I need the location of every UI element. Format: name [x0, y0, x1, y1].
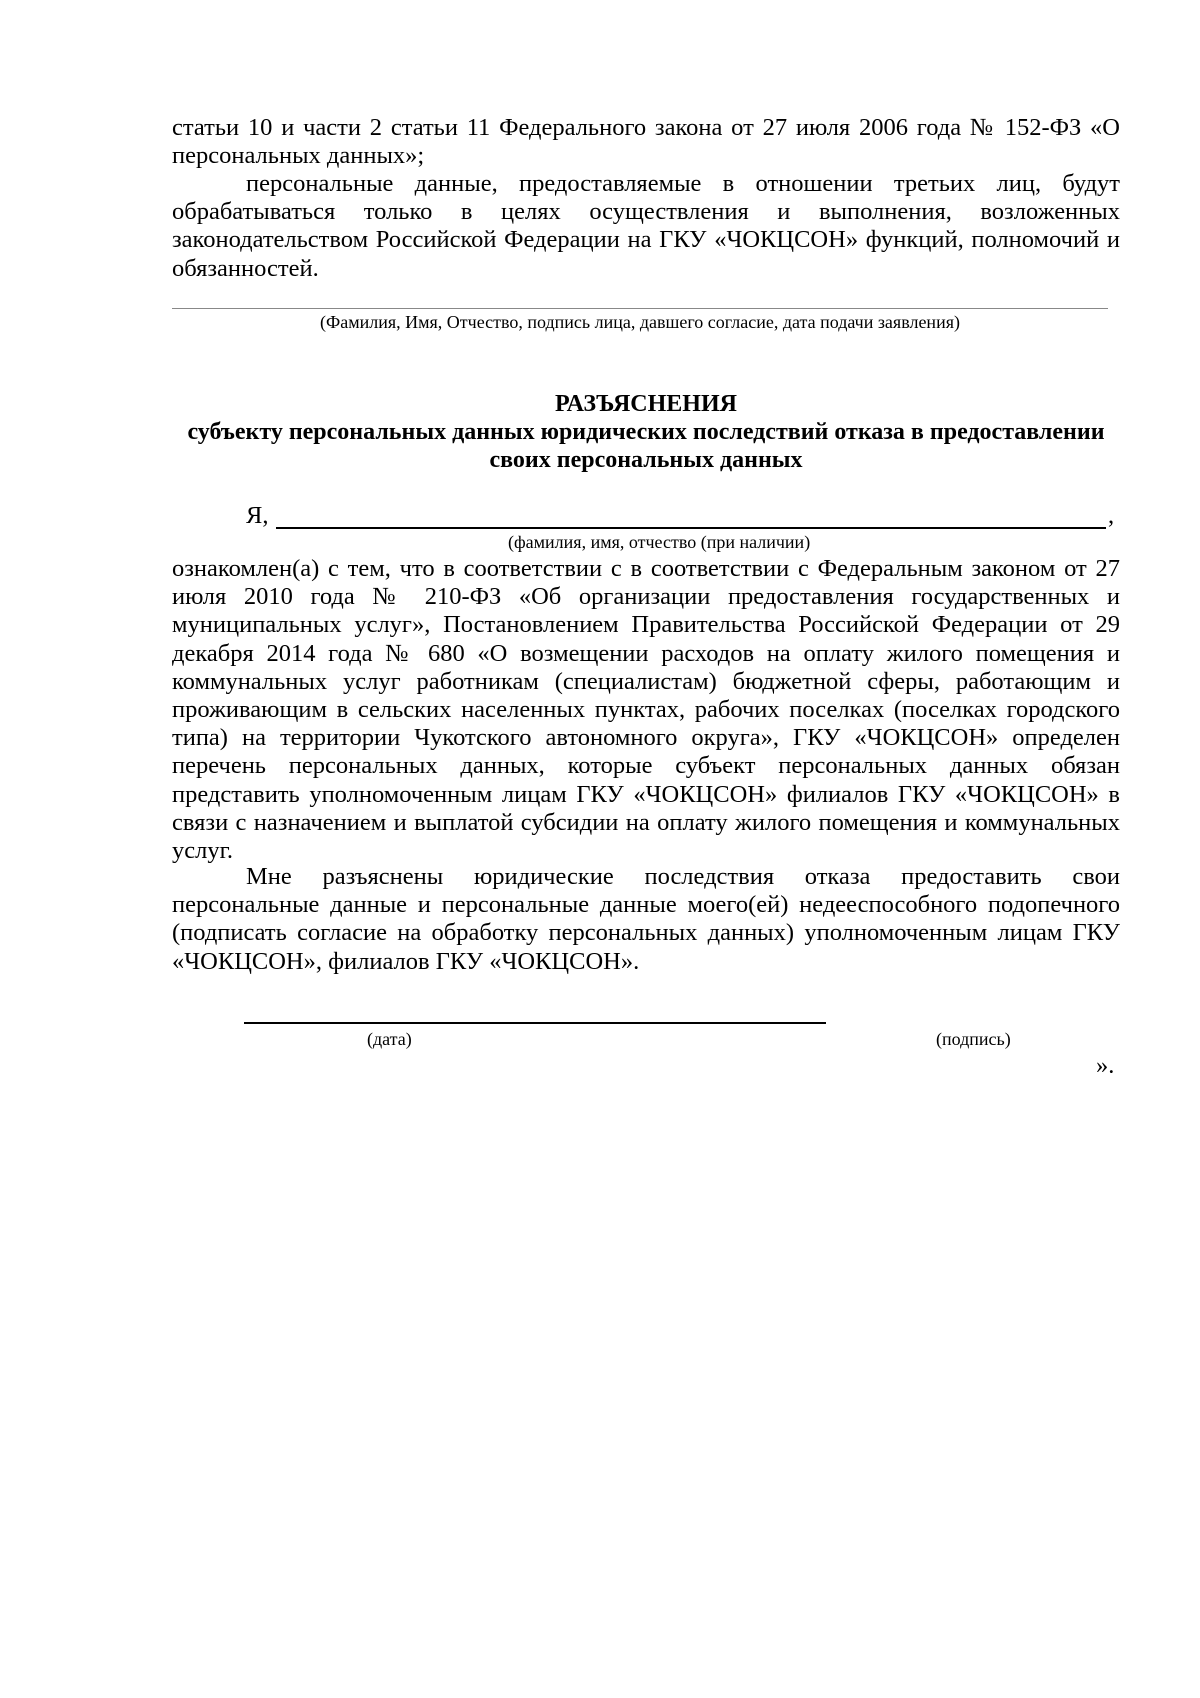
law-reference-paragraph: статьи 10 и части 2 статьи 11 Федерального закона от 27 июля 2006 года № 152-ФЗ «О персональных данных»;	[172, 114, 1120, 170]
full-name-line	[276, 527, 1106, 529]
document-title: РАЗЪЯСНЕНИЯ	[555, 391, 737, 417]
ya-label: Я,	[246, 502, 269, 529]
document-subtitle: субъекту персональных данных юридических последствий отказа в предоставлении своих персональных данных	[187, 419, 1105, 473]
acknowledgement-paragraph: ознакомлен(а) с тем, что в соответствии с в соответствии с Федеральным законом от 27 июля 2010 года № 210-ФЗ «Об организации предоставления государственных и муниципальных услуг», Постановлением Правительства Российской Федерации от 29 декабря 2014 года № 680 «О возмещении расходов на оплату жилого помещения и коммунальных услуг работникам (специалистам) бюджетной сферы, работающим и проживающим в сельских населенных пунктах, рабочих поселках (поселках городского типа) на территории Чукотского автономного округа», ГКУ «ЧОКЦСОН» определен перечень персональных данных, которые субъект персональных данных обязан представить уполномоченным лицам ГКУ «ЧОКЦСОН» филиалов ГКУ «ЧОКЦСОН» в связи с назначением и выплатой субсидии на оплату жилого помещения и коммунальных услуг.	[172, 555, 1120, 865]
closing-quote: ».	[1096, 1052, 1115, 1079]
signature-caption: (подпись)	[936, 1029, 1011, 1049]
consent-caption: (Фамилия, Имя, Отчество, подпись лица, давшего согласие, дата подачи заявления)	[320, 312, 960, 332]
third-party-data-paragraph: персональные данные, предоставляемые в отношении третьих лиц, будут обрабатываться только в целях осуществления и выполнения, возложенных законодательством Российской Федерации на ГКУ «ЧОКЦСОН» функций, полномочий и обязанностей.	[172, 170, 1120, 282]
consent-signature-line	[172, 308, 1108, 309]
date-caption: (дата)	[367, 1029, 412, 1049]
ya-comma: ,	[1108, 502, 1115, 529]
consequences-paragraph: Мне разъяснены юридические последствия отказа предоставить свои персональные данные и персональные данные моего(ей) недееспособного подопечного (подписать согласие на обработку персональных данных) уполномоченным лицам ГКУ «ЧОКЦСОН», филиалов ГКУ «ЧОКЦСОН».	[172, 863, 1120, 975]
date-line	[244, 1022, 826, 1024]
full-name-caption: (фамилия, имя, отчество (при наличии)	[508, 532, 811, 552]
